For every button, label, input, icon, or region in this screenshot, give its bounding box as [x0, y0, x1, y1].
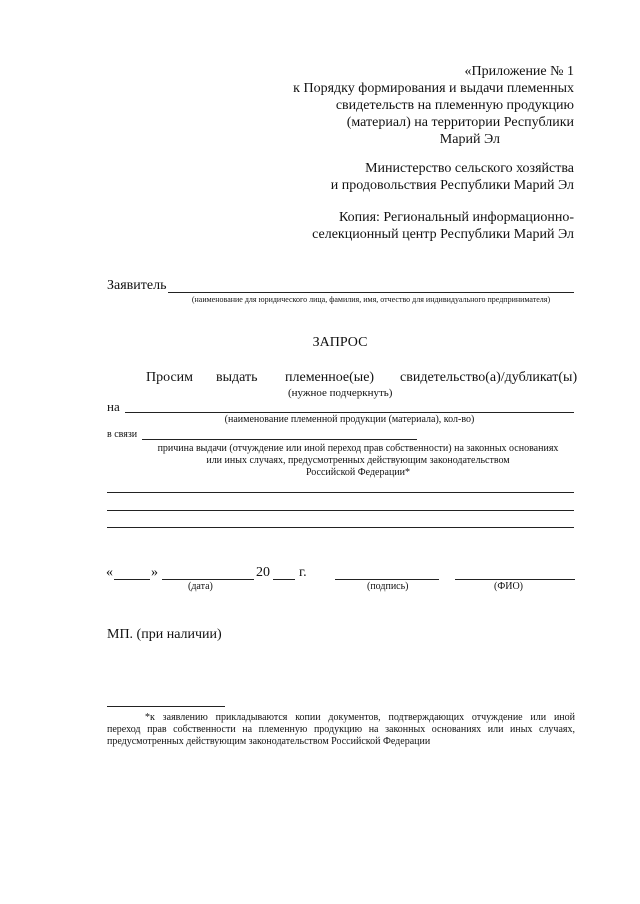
- date-quote-open: «: [106, 565, 113, 580]
- na-hint: (наименование племенной продукции (материала), кол-во): [224, 414, 475, 425]
- signature-hint: (подпись): [367, 581, 409, 592]
- fio-hint: (ФИО): [494, 581, 524, 592]
- year-prefix: 20: [256, 565, 270, 580]
- month-line: [162, 579, 254, 580]
- year-suffix: г.: [299, 565, 307, 580]
- fio-line: [455, 579, 575, 580]
- appendix-header-line3: свидетельств на племенную продукцию: [335, 98, 574, 113]
- blank-line-1: [107, 492, 574, 493]
- footnote-line2: переход прав собственности на племенную продукцию на законных основаниях или иных случаях,: [107, 724, 575, 735]
- signature-line: [335, 579, 439, 580]
- reason-line: [142, 439, 417, 440]
- copy-line2: селекционный центр Республики Марий Эл: [312, 227, 574, 242]
- appendix-header-line5: Марий Эл: [439, 132, 500, 147]
- request-word-4: свидетельство(а)/дубликат(ы): [400, 370, 578, 385]
- na-line: [125, 412, 574, 413]
- ministry-line2: и продовольствия Республики Марий Эл: [330, 178, 574, 193]
- na-label: на: [107, 399, 120, 414]
- request-word-1: Просим: [146, 370, 194, 385]
- applicant-hint: (наименование для юридического лица, фамилия, имя, отчество для индивидуального предпринимателя): [191, 295, 551, 304]
- year-line: [273, 579, 295, 580]
- stamp-label: МП. (при наличии): [107, 627, 222, 642]
- appendix-header-line1: «Приложение № 1: [464, 64, 574, 79]
- reason-text-line3: Российской Федерации*: [305, 467, 410, 478]
- reason-label: в связи: [107, 429, 138, 440]
- reason-text-line1: причина выдачи (отчуждение или иной переход прав собственности) на законных основаниях: [157, 443, 559, 454]
- date-hint: (дата): [188, 581, 213, 592]
- footnote-separator: [107, 706, 225, 707]
- copy-line1: Копия: Региональный информационно-: [338, 210, 574, 225]
- applicant-label: Заявитель: [107, 278, 167, 293]
- underline-hint: (нужное подчеркнуть): [288, 387, 393, 399]
- request-title: ЗАПРОС: [312, 335, 368, 350]
- footnote-line3: предусмотренных действующим законодательством Российской Федерации: [107, 736, 431, 747]
- day-line: [114, 579, 150, 580]
- applicant-line: [168, 292, 574, 293]
- appendix-header-line2: к Порядку формирования и выдачи племенных: [293, 81, 574, 96]
- request-word-2: выдать: [216, 370, 258, 385]
- blank-line-3: [107, 527, 574, 528]
- blank-line-2: [107, 510, 574, 511]
- reason-text-line2: или иных случаях, предусмотренных действующим законодательством: [206, 455, 510, 466]
- ministry-line1: Министерство сельского хозяйства: [365, 161, 574, 176]
- date-quote-close: »: [151, 565, 158, 580]
- request-word-3: племенное(ые): [285, 370, 375, 385]
- appendix-header-line4: (материал) на территории Республики: [346, 115, 574, 130]
- footnote-line1: *к заявлению прикладываются копии документов, подтверждающих отчуждение или иной: [145, 712, 575, 723]
